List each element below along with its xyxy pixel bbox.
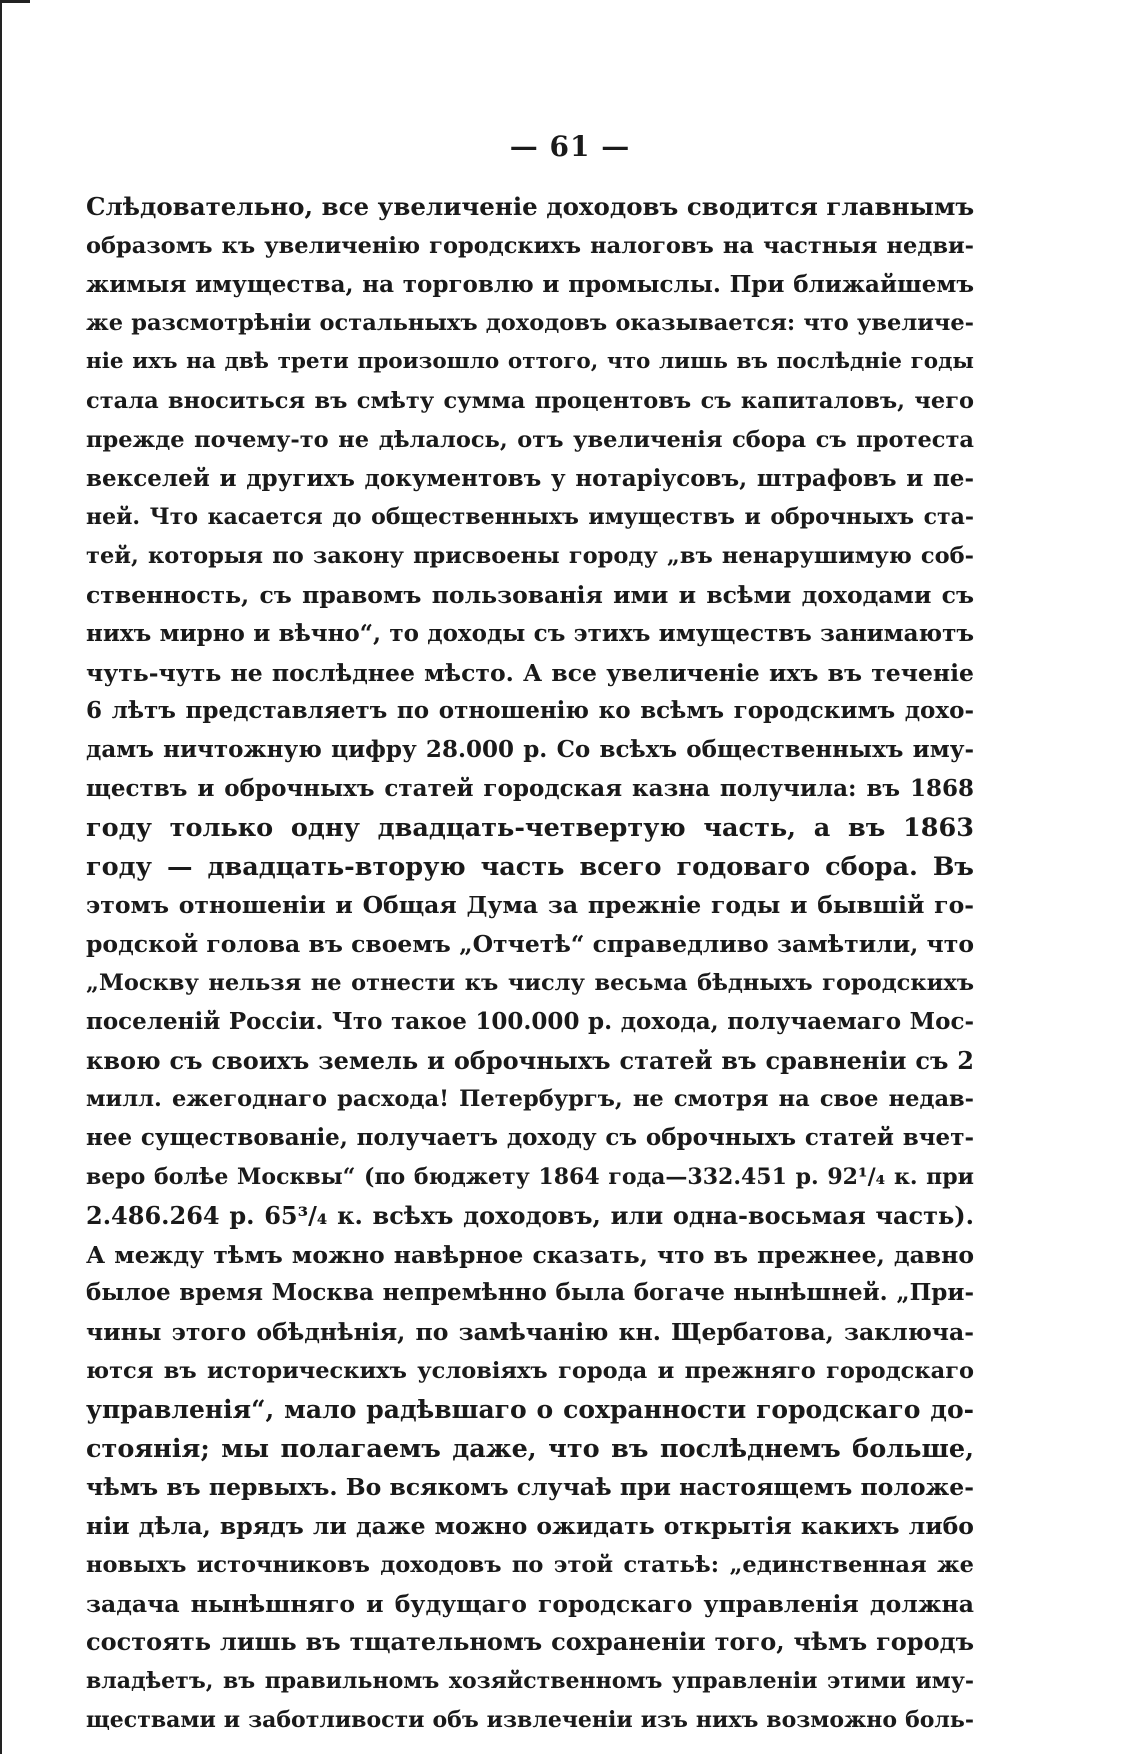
text-line: поселеній Россіи. Что такое 100.000 р. дохода, получаемаго Мос- [86,1007,974,1035]
text-line: былое время Москва непремѣнно была богаче нынѣшней. „При- [86,1279,974,1307]
text-line: году только одну двадцать-четвертую часть, а въ 1863 [86,812,974,843]
text-line: 2.486.264 р. 65³/₄ к. всѣхъ доходовъ, или одна-восьмая часть). [86,1200,974,1230]
text-line: ются въ историческихъ условіяхъ города и прежняго городскаго [86,1357,974,1384]
text-line: чины этого обѣднѣнія, по замѣчанію кн. Щербатова, заключа- [86,1318,974,1347]
text-line: нее существованіе, получаетъ доходу съ оброчныхъ статей вчет- [86,1124,974,1152]
body-text [86,188,974,1740]
text-line: веро болѣе Москвы“ (по бюджету 1864 года—332.451 р. 92¹/₄ к. при [86,1163,974,1190]
text-line: ществами и заботливости объ извлеченіи изъ нихъ возможно боль- [86,1707,974,1734]
text-line: стала вноситься въ смѣту сумма процентовъ съ капиталовъ, чего [86,387,974,414]
text-line: Слѣдовательно, все увеличеніе доходовъ сводится главнымъ [86,192,974,221]
text-line: дамъ ничтожную цифру 28.000 р. Со всѣхъ общественныхъ иму- [86,736,974,764]
text-line: родской голова въ своемъ „Отчетѣ“ справедливо замѣтили, что [86,930,974,959]
text-line: чѣмъ въ первыхъ. Во всякомъ случаѣ при настоящемъ положе- [86,1473,974,1502]
text-line: ніе ихъ на двѣ трети произошло оттого, что лишь въ послѣдніе годы [86,349,974,375]
text-line: жимыя имущества, на торговлю и промыслы. При ближайшемъ [86,270,974,298]
text-line: „Москву нельзя не отнести къ числу весьма бѣдныхъ городскихъ [86,969,974,996]
text-line: этомъ отношеніи и Общая Дума за прежніе годы и бывшій го- [86,891,974,920]
text-line: милл. ежегоднаго расхода! Петербургъ, не смотря на свое недав- [86,1086,974,1113]
text-line: ществъ и оброчныхъ статей городская казна получила: въ 1868 [86,774,974,802]
text-line: нихъ мирно и вѣчно“, то доходы съ этихъ имуществъ занимаютъ [86,619,974,647]
text-line: задача нынѣшняго и будущаго городскаго управленія должна [86,1589,974,1618]
text-line: векселей и другихъ документовъ у нотаріусовъ, штрафовъ и пе- [86,464,974,492]
page-edge-top [0,0,30,3]
text-line: новыхъ источниковъ доходовъ по этой статьѣ: „единственная же [86,1551,974,1578]
text-line: владѣетъ, въ правильномъ хозяйственномъ управленіи этими иму- [86,1668,974,1695]
text-line: управленія“, мало радѣвшаго о сохранности городскаго до- [86,1394,974,1424]
page-number: — 61 — [509,130,631,163]
text-line: стоянія; мы полагаемъ даже, что въ послѣднемъ больше, [86,1433,974,1464]
text-line: образомъ къ увеличенію городскихъ налоговъ на частныя недви- [86,232,974,259]
text-line: 6 лѣтъ представляетъ по отношенію ко всѣмъ городскимъ дохо- [86,697,974,725]
text-line: ніи дѣла, врядъ ли даже можно ожидать открытія какихъ либо [86,1512,974,1541]
page-edge-left [0,0,2,1754]
text-line: тей, которыя по закону присвоены городу „въ ненарушимую соб- [86,543,974,570]
text-line: ственность, съ правомъ пользованія ими и всѣми доходами съ [86,580,974,609]
text-line: состоять лишь въ тщательномъ сохраненіи того, чѣмъ городъ [86,1627,974,1657]
text-line: году — двадцать-вторую часть всего годоваго сбора. Въ [86,851,974,882]
text-line: же разсмотрѣніи остальныхъ доходовъ оказывается: что увеличе- [86,310,974,337]
text-line: прежде почему-то не дѣлалось, отъ увеличенія сбора съ протеста [86,426,974,453]
text-line: чуть-чуть не послѣднее мѣсто. А все увеличеніе ихъ въ теченіе [86,658,974,687]
text-line: ней. Что касается до общественныхъ имуществъ и оброчныхъ ста- [86,504,974,531]
text-line: квою съ своихъ земель и оброчныхъ статей въ сравненіи съ 2 [86,1045,974,1075]
text-line: А между тѣмъ можно навѣрное сказать, что въ прежнее, давно [86,1240,974,1269]
